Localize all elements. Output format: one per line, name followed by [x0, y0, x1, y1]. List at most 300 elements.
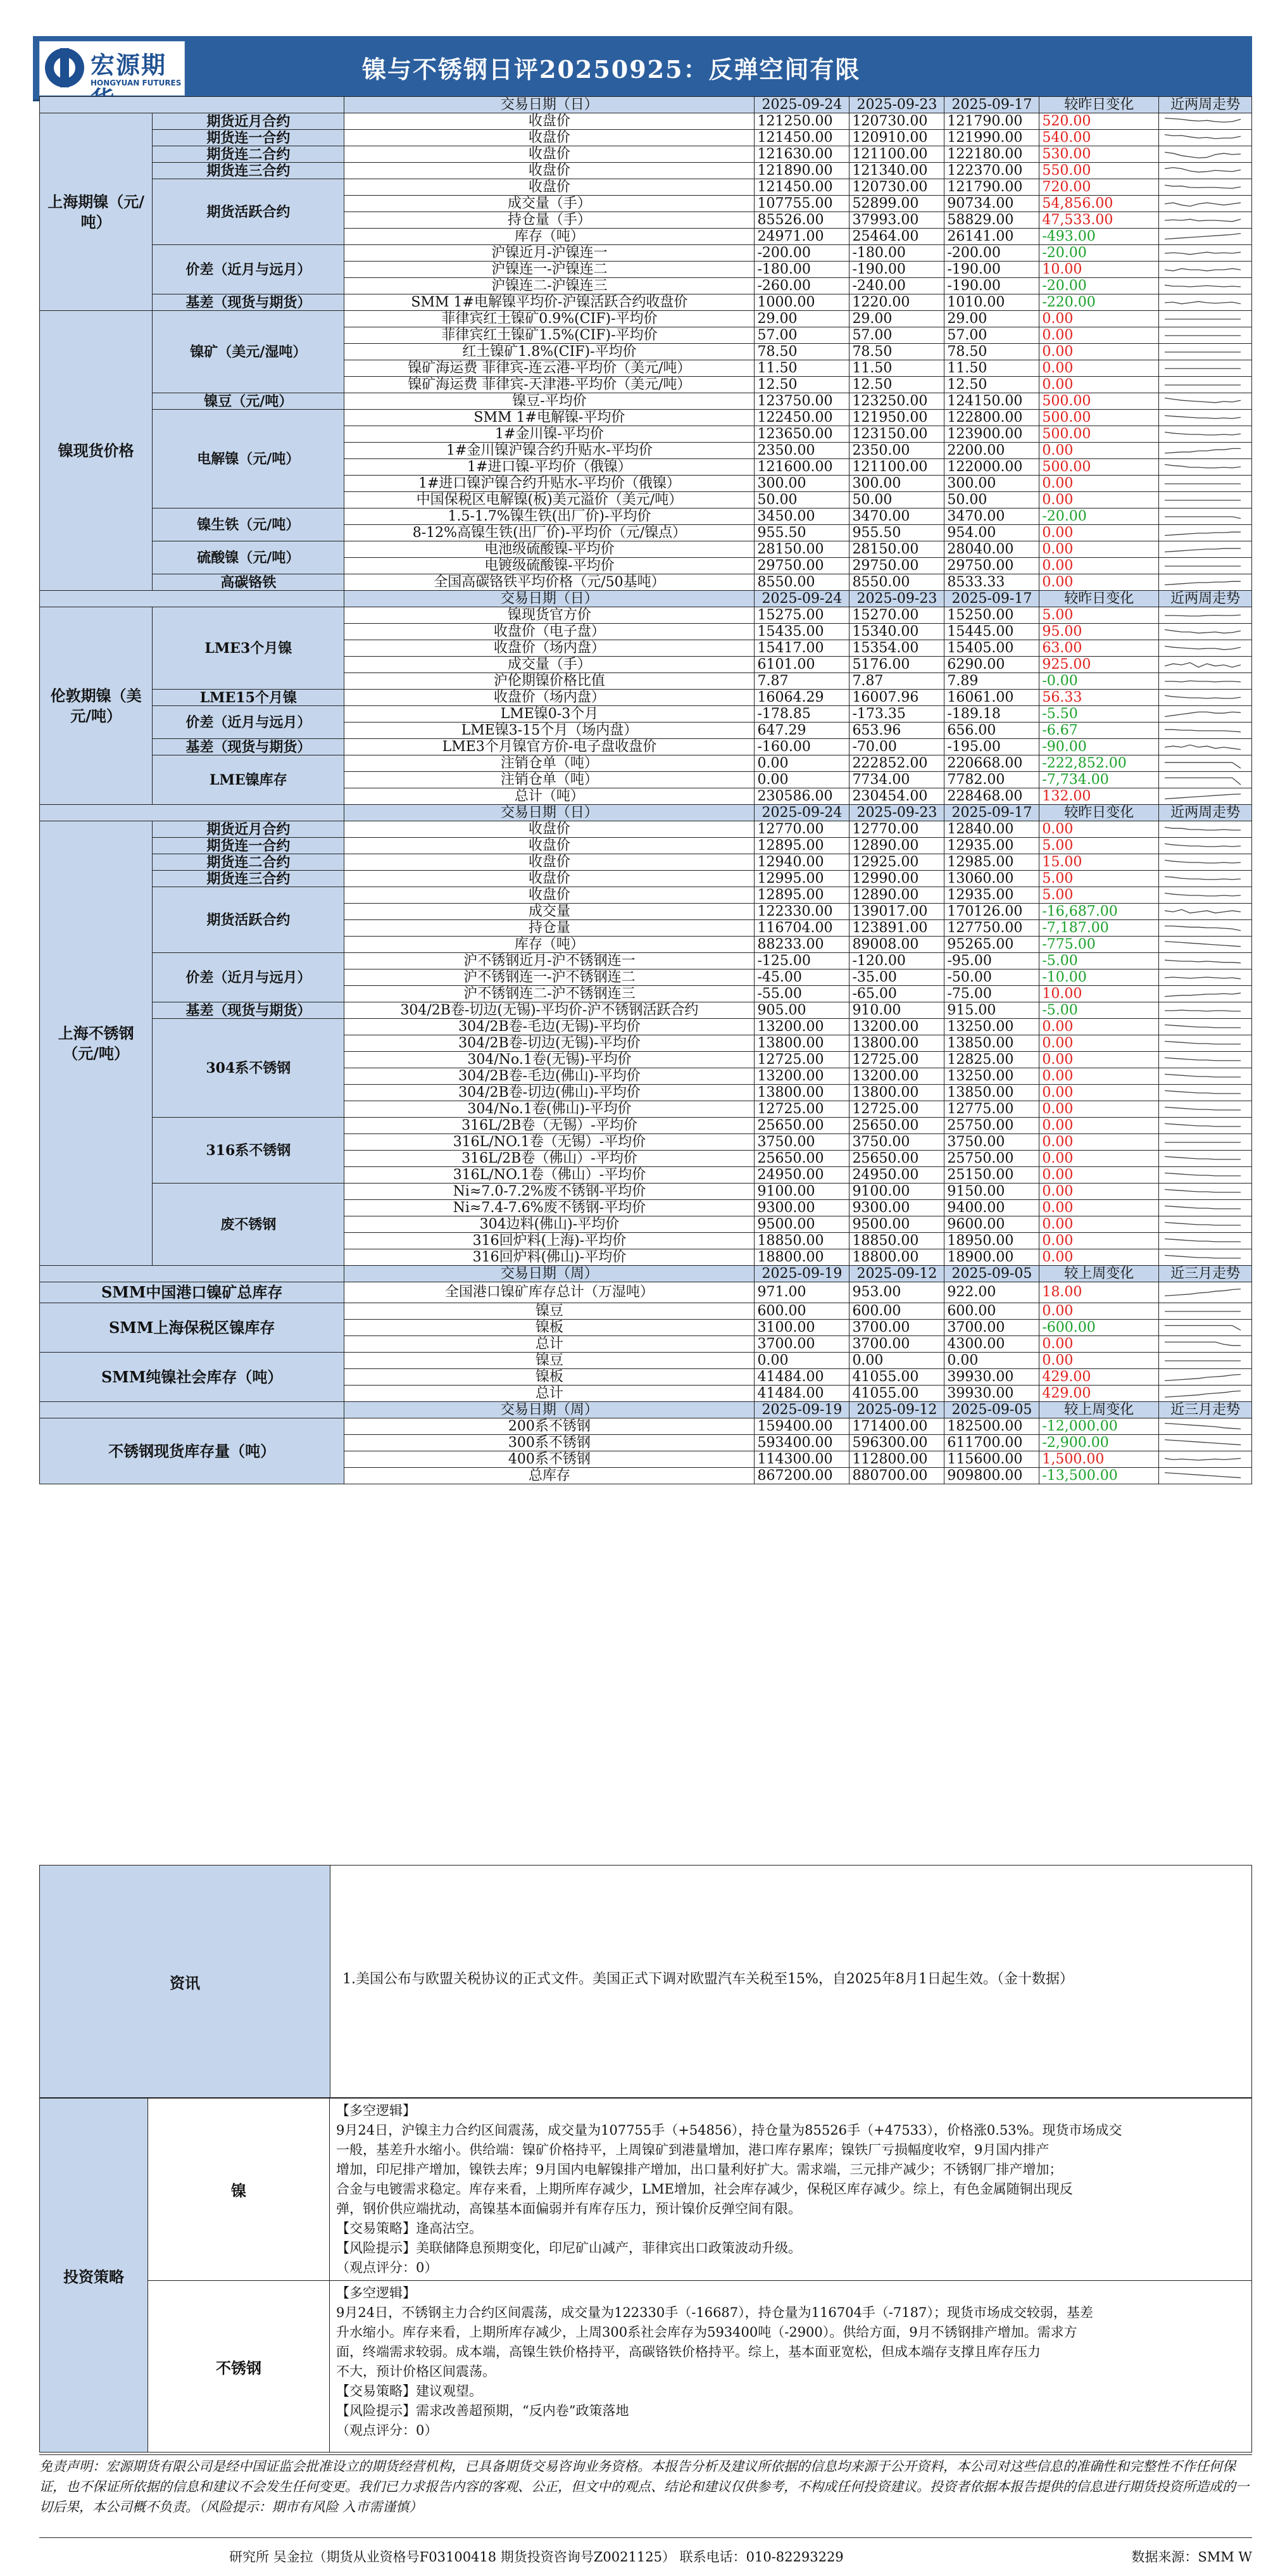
header-left: [40, 1266, 344, 1282]
section-label: SMM中国港口镍矿总库存: [40, 1282, 344, 1303]
value-cell: 0.00: [944, 1353, 1039, 1369]
trend-sparkline: [1162, 296, 1244, 310]
value-cell: 29750.00: [849, 558, 944, 574]
table-row: [40, 393, 1252, 410]
sparkline-cell: [1159, 212, 1252, 229]
sparkline-path: [1165, 794, 1241, 799]
value-cell: 15275.00: [755, 607, 849, 624]
value-cell: 12940.00: [755, 854, 849, 871]
value-cell: 13250.00: [944, 1068, 1039, 1085]
change-cell: 0.00: [1039, 1303, 1159, 1320]
header-cell: 交易日期（日）: [344, 591, 755, 607]
change-cell: 10.00: [1039, 262, 1159, 278]
change-cell: 0.00: [1039, 327, 1159, 344]
indicator-name: 库存（吨）: [344, 937, 755, 953]
value-cell: 15435.00: [755, 624, 849, 640]
sparkline-cell: [1159, 1184, 1252, 1200]
value-cell: 182500.00: [944, 1418, 1039, 1435]
value-cell: -45.00: [755, 969, 849, 986]
trend-sparkline: [1162, 921, 1244, 935]
indicator-name: 持仓量（手）: [344, 212, 755, 229]
value-cell: 909800.00: [944, 1468, 1039, 1484]
subsection-label: 镍矿（美元/湿吨）: [153, 311, 344, 393]
value-cell: 171400.00: [849, 1418, 944, 1435]
change-cell: 0.00: [1039, 574, 1159, 591]
subsection-label: LME镍库存: [153, 755, 344, 805]
subsection-label: 期货近月合约: [153, 113, 344, 130]
sparkline-path: [1165, 219, 1241, 222]
subsection-label: 电解镍（元/吨）: [153, 410, 344, 508]
value-cell: 25750.00: [944, 1118, 1039, 1134]
indicator-name: 收盘价: [344, 163, 755, 179]
value-cell: 121790.00: [944, 113, 1039, 130]
value-cell: 123150.00: [849, 426, 944, 443]
sparkline-path: [1165, 415, 1241, 419]
header-cell: 2025-09-17: [944, 591, 1039, 607]
change-cell: -20.00: [1039, 245, 1159, 262]
sparkline-path: [1165, 1074, 1241, 1077]
change-cell: -7,187.00: [1039, 920, 1159, 937]
subsection-label: 基差（现货与期货）: [153, 739, 344, 755]
change-cell: -600.00: [1039, 1320, 1159, 1336]
sparkline-cell: [1159, 360, 1252, 377]
sparkline-path: [1165, 1239, 1241, 1242]
indicator-name: 1.5-1.7%镍生铁(出厂价)-平均价: [344, 508, 755, 525]
header-left: [40, 97, 344, 113]
sparkline-path: [1165, 532, 1241, 535]
strategy-line: （观点评分：0）: [336, 2423, 438, 2438]
strategy-line: 【交易策略】逢高沽空。: [336, 2221, 482, 2236]
value-cell: 28040.00: [944, 541, 1039, 558]
subsection-label: 期货连一合约: [153, 130, 344, 146]
value-cell: 11.50: [755, 360, 849, 377]
sparkline-path: [1165, 893, 1241, 896]
value-cell: 12995.00: [755, 871, 849, 887]
value-cell: 25650.00: [755, 1151, 849, 1167]
sparkline-cell: [1159, 1167, 1252, 1184]
sparkline-cell: [1159, 558, 1252, 574]
change-cell: -5.00: [1039, 953, 1159, 969]
value-cell: 127750.00: [944, 920, 1039, 937]
strategy-line: 9月24日，沪镍主力合约区间震荡，成交量为107755手（+54856），持仓量为85526手（+47533），价格涨0.53%。现货市场成交: [336, 2123, 1122, 2138]
change-cell: 500.00: [1039, 410, 1159, 426]
value-cell: -65.00: [849, 986, 944, 1002]
indicator-name: 中国保税区电解镍(板)美元溢价（美元/吨）: [344, 492, 755, 508]
value-cell: 0.00: [755, 772, 849, 788]
trend-sparkline: [1162, 987, 1244, 1001]
section-label: 镍现货价格: [40, 311, 153, 591]
header-cell: 近三月走势: [1159, 1402, 1252, 1418]
table-row: [40, 838, 1252, 854]
subsection-label: 期货连三合约: [153, 163, 344, 179]
sparkline-cell: [1159, 525, 1252, 541]
value-cell: -190.00: [944, 278, 1039, 294]
change-cell: -5.00: [1039, 1002, 1159, 1019]
table-row: [40, 294, 1252, 311]
trend-sparkline: [1162, 1218, 1244, 1232]
value-cell: -125.00: [755, 953, 849, 969]
change-cell: 500.00: [1039, 393, 1159, 410]
indicator-name: 316回炉料(上海)-平均价: [344, 1233, 755, 1249]
value-cell: 9100.00: [755, 1184, 849, 1200]
value-cell: 611700.00: [944, 1435, 1039, 1451]
value-cell: 121630.00: [755, 146, 849, 163]
value-cell: -160.00: [755, 739, 849, 755]
value-cell: 121340.00: [849, 163, 944, 179]
table-row: [40, 508, 1252, 525]
indicator-name: 304/2B卷-切边(无锡)-平均价-沪不锈钢活跃合约: [344, 1002, 755, 1019]
value-cell: 7.87: [755, 673, 849, 690]
sparkline-path: [1165, 517, 1241, 519]
value-cell: 9500.00: [849, 1216, 944, 1233]
change-cell: 18.00: [1039, 1282, 1159, 1303]
value-cell: 9500.00: [755, 1216, 849, 1233]
value-cell: 600.00: [944, 1303, 1039, 1320]
subsection-label: 硫酸镍（元/吨）: [153, 541, 344, 574]
value-cell: 8533.33: [944, 574, 1039, 591]
trend-sparkline: [1162, 823, 1244, 837]
change-cell: 0.00: [1039, 1101, 1159, 1118]
value-cell: 600.00: [849, 1303, 944, 1320]
disclaimer: 免责声明：宏源期货有限公司是经中国证监会批准设立的期货经营机构，已具备期货交易咨询业务资格。本报告分析及建议所依据的信息均来源于公开资料，本公司对这些信息的准确性和完整性不作任何保证，也不保证所依据的信息和建议不会发生任何变更。我们已力求报告内容的客观、公正，但文中的观点、结论和建议仅供参考，不构成任何投资建议。投资者依据本报告提供的信息进行期货投资所造成的一切后果，本公司概不负责。（风险提示：期市有风险 入市需谨慎）: [39, 2454, 1252, 2538]
header-cell: 近两周走势: [1159, 97, 1252, 113]
indicator-name: 1#金川镍沪镍合约升贴水-平均价: [344, 443, 755, 459]
value-cell: 85526.00: [755, 212, 849, 229]
value-cell: 7782.00: [944, 772, 1039, 788]
change-cell: -20.00: [1039, 508, 1159, 525]
sparkline-path: [1165, 464, 1241, 467]
change-cell: 429.00: [1039, 1386, 1159, 1402]
trend-sparkline: [1162, 1152, 1244, 1166]
sparkline-path: [1165, 134, 1241, 138]
sparkline-path: [1165, 712, 1241, 716]
trend-sparkline: [1162, 279, 1244, 293]
value-cell: 123250.00: [849, 393, 944, 410]
value-cell: -190.00: [849, 262, 944, 278]
value-cell: 7734.00: [849, 772, 944, 788]
sparkline-path: [1165, 876, 1241, 880]
indicator-name: 电镀级硫酸镍-平均价: [344, 558, 755, 574]
value-cell: 25650.00: [849, 1118, 944, 1134]
indicator-name: 收盘价: [344, 130, 755, 146]
table-row: [40, 854, 1252, 871]
value-cell: 12725.00: [849, 1101, 944, 1118]
value-cell: 867200.00: [755, 1468, 849, 1484]
indicator-name: 304/2B卷-毛边(无锡)-平均价: [344, 1019, 755, 1035]
trend-sparkline: [1162, 1420, 1244, 1434]
change-cell: 540.00: [1039, 130, 1159, 146]
strategy-line: 【多空逻辑】: [336, 2103, 416, 2118]
sparkline-cell: [1159, 1052, 1252, 1068]
value-cell: 910.00: [849, 1002, 944, 1019]
value-cell: 18850.00: [755, 1233, 849, 1249]
trend-sparkline: [1162, 724, 1244, 738]
change-cell: -220.00: [1039, 294, 1159, 311]
change-cell: 47,533.00: [1039, 212, 1159, 229]
value-cell: -75.00: [944, 986, 1039, 1002]
value-cell: 112800.00: [849, 1451, 944, 1468]
value-cell: 95265.00: [944, 937, 1039, 953]
trend-sparkline: [1162, 115, 1244, 129]
strategy-line: 不大，预计价格区间震荡。: [336, 2364, 496, 2379]
sparkline-cell: [1159, 443, 1252, 459]
table-row: [40, 607, 1252, 624]
change-cell: 5.00: [1039, 607, 1159, 624]
value-cell: -50.00: [944, 969, 1039, 986]
change-cell: 132.00: [1039, 788, 1159, 805]
value-cell: 88233.00: [755, 937, 849, 953]
value-cell: 6101.00: [755, 657, 849, 673]
value-cell: 29.00: [849, 311, 944, 327]
sparkline-cell: [1159, 854, 1252, 871]
trend-sparkline: [1162, 164, 1244, 178]
value-cell: 28150.00: [755, 541, 849, 558]
trend-sparkline: [1162, 329, 1244, 343]
sparkline-path: [1165, 662, 1241, 667]
subsection-label: 期货连一合约: [153, 838, 344, 854]
change-cell: 0.00: [1039, 1118, 1159, 1134]
sparkline-path: [1165, 185, 1241, 188]
header-cell: 2025-09-19: [755, 1266, 849, 1282]
trend-sparkline: [1162, 1086, 1244, 1100]
sparkline-cell: [1159, 1435, 1252, 1451]
indicator-name: 304/No.1卷(佛山)-平均价: [344, 1101, 755, 1118]
table-row: [40, 179, 1252, 196]
value-cell: 159400.00: [755, 1418, 849, 1435]
value-cell: 121100.00: [849, 459, 944, 476]
change-cell: 0.00: [1039, 1353, 1159, 1369]
value-cell: 16064.29: [755, 690, 849, 706]
value-cell: 220668.00: [944, 755, 1039, 772]
value-cell: 12935.00: [944, 838, 1039, 854]
sparkline-path: [1165, 1107, 1241, 1110]
table-row: [40, 1353, 1252, 1369]
trend-sparkline: [1162, 872, 1244, 886]
sparkline-path: [1165, 681, 1241, 682]
header-cell: 较昨日变化: [1039, 805, 1159, 821]
sparkline-path: [1165, 646, 1241, 649]
trend-sparkline: [1162, 378, 1244, 392]
header-cell: 近两周走势: [1159, 805, 1252, 821]
sparkline-cell: [1159, 920, 1252, 937]
trend-sparkline: [1162, 1135, 1244, 1149]
value-cell: 12935.00: [944, 887, 1039, 904]
change-cell: 0.00: [1039, 1134, 1159, 1151]
subsection-label: 高碳铬铁: [153, 574, 344, 591]
sparkline-cell: [1159, 1353, 1252, 1369]
table-row: [40, 1184, 1252, 1200]
sparkline-cell: [1159, 459, 1252, 476]
indicator-name: 收盘价: [344, 179, 755, 196]
change-cell: 0.00: [1039, 1151, 1159, 1167]
sparkline-cell: [1159, 673, 1252, 690]
value-cell: 12.50: [849, 377, 944, 393]
value-cell: 3700.00: [849, 1336, 944, 1353]
change-cell: -12,000.00: [1039, 1418, 1159, 1435]
change-cell: 0.00: [1039, 541, 1159, 558]
indicator-name: 全国港口镍矿库存总计（万湿吨）: [344, 1282, 755, 1303]
sparkline-path: [1165, 118, 1241, 122]
value-cell: 300.00: [755, 476, 849, 492]
trend-sparkline: [1162, 1102, 1244, 1116]
sparkline-path: [1165, 1342, 1241, 1345]
indicator-name: SMM 1#电解镍-平均价: [344, 410, 755, 426]
sparkline-cell: [1159, 574, 1252, 591]
header-cell: 近两周走势: [1159, 591, 1252, 607]
trend-sparkline: [1162, 526, 1244, 540]
sparkline-cell: [1159, 723, 1252, 739]
value-cell: 3450.00: [755, 508, 849, 525]
value-cell: 9150.00: [944, 1184, 1039, 1200]
value-cell: 13800.00: [755, 1085, 849, 1101]
sparkline-path: [1165, 762, 1241, 768]
indicator-name: 316L/NO.1卷（无锡）-平均价: [344, 1134, 755, 1151]
value-cell: 3700.00: [755, 1336, 849, 1353]
value-cell: 123650.00: [755, 426, 849, 443]
value-cell: -178.85: [755, 706, 849, 723]
trend-sparkline: [1162, 1453, 1244, 1467]
value-cell: 18800.00: [849, 1249, 944, 1266]
sparkline-path: [1165, 1010, 1241, 1011]
value-cell: 123900.00: [944, 426, 1039, 443]
value-cell: 24950.00: [755, 1167, 849, 1184]
subsection-label: LME3个月镍: [153, 607, 344, 690]
table-row: [40, 690, 1252, 706]
strategy-section: [39, 2098, 1252, 2453]
sparkline-path: [1165, 581, 1241, 584]
sparkline-path: [1165, 695, 1241, 698]
sparkline-cell: [1159, 690, 1252, 706]
sparkline-cell: [1159, 1118, 1252, 1134]
indicator-name: 沪镍连二-沪镍连三: [344, 278, 755, 294]
indicator-name: 电池级硫酸镍-平均价: [344, 541, 755, 558]
value-cell: 6290.00: [944, 657, 1039, 673]
table-row: [40, 1002, 1252, 1019]
subsection-label: LME15个月镍: [153, 690, 344, 706]
subsection-label: 价差（近月与远月）: [153, 245, 344, 294]
change-cell: 0.00: [1039, 1068, 1159, 1085]
change-cell: 5.00: [1039, 838, 1159, 854]
trend-sparkline: [1162, 1370, 1244, 1384]
value-cell: 50.00: [944, 492, 1039, 508]
trend-sparkline: [1162, 477, 1244, 491]
strategy-line: 【交易策略】建议观望。: [336, 2383, 482, 2399]
sparkline-cell: [1159, 1068, 1252, 1085]
value-cell: 120910.00: [849, 130, 944, 146]
value-cell: 18950.00: [944, 1233, 1039, 1249]
value-cell: 0.00: [849, 1353, 944, 1369]
table-row: [40, 1303, 1252, 1320]
trend-sparkline: [1162, 641, 1244, 655]
sparkline-path: [1165, 745, 1241, 749]
value-cell: 12775.00: [944, 1101, 1039, 1118]
value-cell: 25650.00: [755, 1118, 849, 1134]
value-cell: 1220.00: [849, 294, 944, 311]
indicator-name: 200系不锈钢: [344, 1418, 755, 1435]
trend-sparkline: [1162, 1251, 1244, 1265]
nickel-label: 镍: [148, 2099, 330, 2280]
trend-sparkline: [1162, 1436, 1244, 1450]
sparkline-path: [1165, 860, 1241, 863]
value-cell: 114300.00: [755, 1451, 849, 1468]
indicator-name: 1#进口镍沪镍合约升贴水-平均价（俄镍）: [344, 476, 755, 492]
header-cell: 交易日期（周）: [344, 1402, 755, 1418]
trend-sparkline: [1162, 1070, 1244, 1083]
trend-sparkline: [1162, 888, 1244, 902]
subsection-label: 废不锈钢: [153, 1184, 344, 1266]
subsection-label: 期货连二合约: [153, 854, 344, 871]
sparkline-cell: [1159, 1085, 1252, 1101]
value-cell: 78.50: [944, 344, 1039, 360]
indicator-name: 304边料(佛山)-平均价: [344, 1216, 755, 1233]
table-row: [40, 1282, 1252, 1303]
change-cell: 0.00: [1039, 1167, 1159, 1184]
value-cell: 3700.00: [944, 1320, 1039, 1336]
sparkline-cell: [1159, 1369, 1252, 1386]
indicator-name: 总库存: [344, 1468, 755, 1484]
value-cell: 12890.00: [849, 838, 944, 854]
value-cell: 915.00: [944, 1002, 1039, 1019]
indicator-name: LME镍3-15个月（场内盘）: [344, 723, 755, 739]
change-cell: -13,500.00: [1039, 1468, 1159, 1484]
trend-sparkline: [1162, 180, 1244, 194]
table-row: [40, 245, 1252, 262]
sparkline-cell: [1159, 196, 1252, 212]
value-cell: -180.00: [755, 262, 849, 278]
subsection-label: 期货活跃合约: [153, 887, 344, 953]
indicator-name: 收盘价（电子盘）: [344, 624, 755, 640]
change-cell: -493.00: [1039, 229, 1159, 245]
trend-sparkline: [1162, 411, 1244, 425]
trend-sparkline: [1162, 757, 1244, 771]
change-cell: -222,852.00: [1039, 755, 1159, 772]
header-cell: 2025-09-12: [849, 1402, 944, 1418]
value-cell: 13200.00: [755, 1019, 849, 1035]
header-row: [40, 1266, 1252, 1282]
indicator-name: Ni≈7.0-7.2%废不锈钢-平均价: [344, 1184, 755, 1200]
value-cell: 971.00: [755, 1282, 849, 1303]
table-row: [40, 574, 1252, 591]
header-left: [40, 1402, 344, 1418]
trend-sparkline: [1162, 1004, 1244, 1018]
header-cell: 2025-09-05: [944, 1402, 1039, 1418]
subsection-label: 镍豆（元/吨）: [153, 393, 344, 410]
sparkline-cell: [1159, 1418, 1252, 1435]
change-cell: 520.00: [1039, 113, 1159, 130]
value-cell: 121250.00: [755, 113, 849, 130]
sparkline-path: [1165, 1374, 1241, 1380]
trend-sparkline: [1162, 938, 1244, 952]
sparkline-path: [1165, 398, 1241, 402]
value-cell: 90734.00: [944, 196, 1039, 212]
indicator-name: 304/No.1卷(无锡)-平均价: [344, 1052, 755, 1068]
sparkline-cell: [1159, 1134, 1252, 1151]
value-cell: 16061.00: [944, 690, 1039, 706]
change-cell: -10.00: [1039, 969, 1159, 986]
value-cell: 1000.00: [755, 294, 849, 311]
value-cell: 3750.00: [755, 1134, 849, 1151]
indicator-name: 8-12%高镍生铁(出厂价)-平均价（元/镍点）: [344, 525, 755, 541]
value-cell: 15417.00: [755, 640, 849, 657]
header-left: [40, 591, 344, 607]
value-cell: 300.00: [849, 476, 944, 492]
indicator-name: 300系不锈钢: [344, 1435, 755, 1451]
trend-sparkline: [1162, 444, 1244, 458]
sparkline-path: [1165, 203, 1241, 206]
strategy-line: 升水缩小。库存来看，上期所库存减少，上周300系社会库存为593400吨（-2900）。供给方面，9月不锈钢排产增加。需求方: [336, 2325, 1077, 2340]
indicator-name: 菲律宾红土镍矿0.9%(CIF)-平均价: [344, 311, 755, 327]
value-cell: 37993.00: [849, 212, 944, 229]
